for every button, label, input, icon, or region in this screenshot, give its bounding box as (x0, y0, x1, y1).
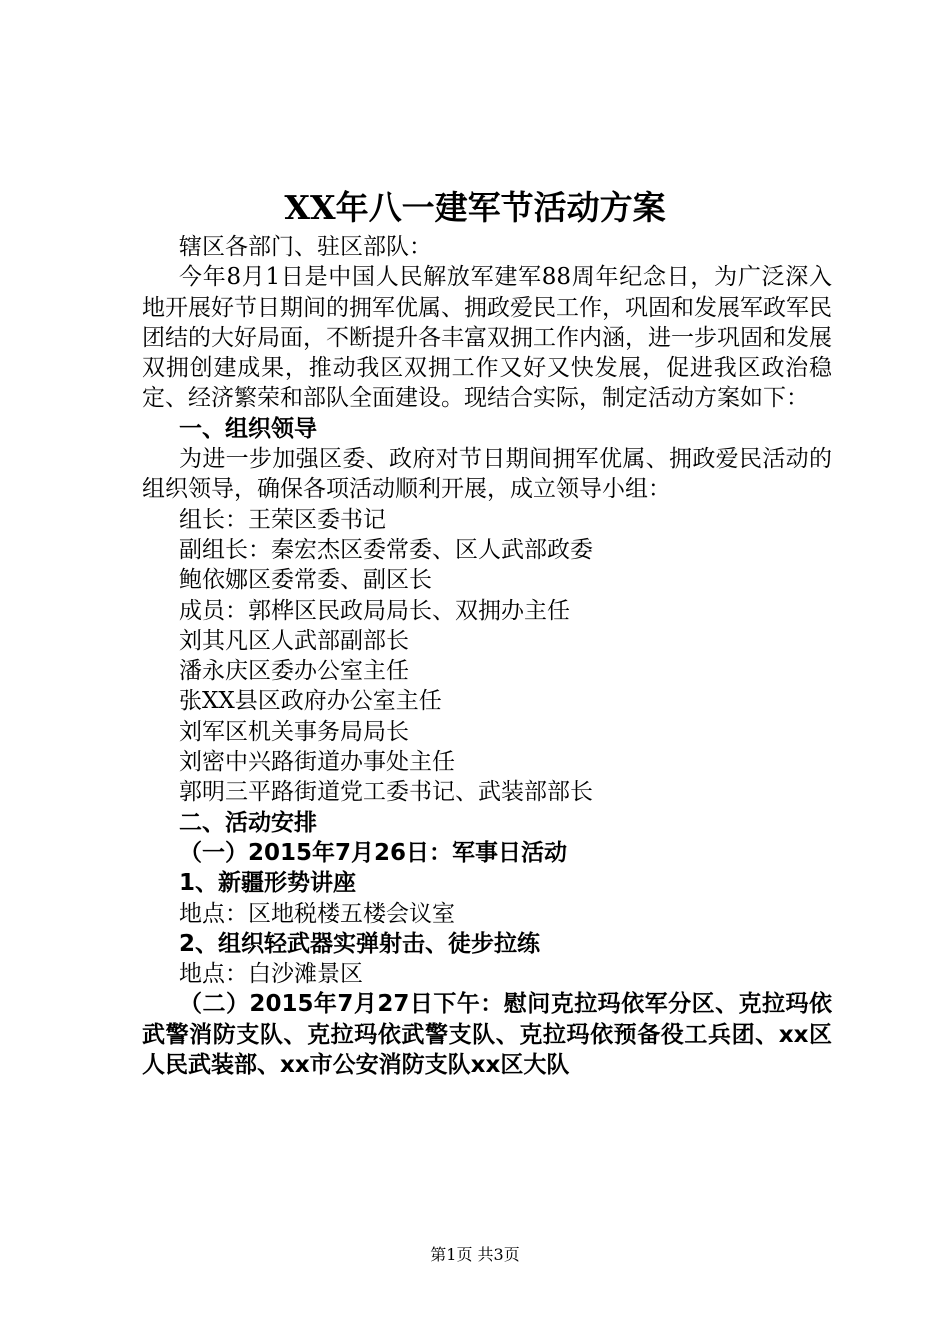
leader-line: 潘永庆区委办公室主任 (179, 658, 409, 685)
activity-item-heading: （一）2015年7月26日：军事日活动 (179, 839, 568, 866)
activity-location: 地点：区地税楼五楼会议室 (179, 900, 455, 927)
activity-subitem: 2、组织轻武器实弹射击、徒步拉练 (179, 930, 541, 957)
document-title: XX年八一建军节活动方案 (284, 188, 666, 227)
activity-item-heading: （二）2015年7月27日下午：慰问克拉玛依军分区、克拉玛依武警消防支队、克拉玛依武警支队、克拉玛依预备役工兵团、xx区人民武装部、xx市公安消防支队xx区大队 (142, 991, 832, 1079)
leader-line: 刘密中兴路街道办事处主任 (179, 749, 455, 776)
leader-line: 张XX县区政府办公室主任 (179, 688, 442, 715)
page-footer: 第1页 共3页 (430, 1245, 520, 1264)
leader-line: 郭明三平路街道党工委书记、武装部部长 (179, 779, 593, 806)
leader-line: 成员：郭桦区民政局局长、双拥办主任 (179, 597, 570, 624)
leader-line: 鲍依娜区委常委、副区长 (179, 567, 432, 594)
leader-line: 副组长：秦宏杰区委常委、区人武部政委 (179, 536, 593, 563)
section-heading-activities: 二、活动安排 (179, 809, 317, 836)
document-body (142, 232, 832, 1080)
activity-subitem: 1、新疆形势讲座 (179, 870, 357, 897)
organization-paragraph: 为进一步加强区委、政府对节日期间拥军优属、拥政爱民活动的组织领导，确保各项活动顺利开展，成立领导小组： (142, 446, 832, 503)
leader-line: 刘军区机关事务局局长 (179, 718, 409, 745)
activity-location: 地点：白沙滩景区 (179, 961, 363, 988)
leader-line: 刘其凡区人武部副部长 (179, 627, 409, 654)
intro-paragraph: 今年8月1日是中国人民解放军建军88周年纪念日，为广泛深入地开展好节日期间的拥军优属、拥政爱民工作，巩固和发展军政军民团结的大好局面，不断提升各丰富双拥工作内涵，进一步巩固和发展双拥创建成果，推动我区双拥工作又好又快发展，促进我区政治稳定、经济繁荣和部队全面建设。现结合实际，制定活动方案如下： (142, 264, 832, 412)
section-heading-organization: 一、组织领导 (179, 415, 317, 442)
leader-line: 组长：王荣区委书记 (179, 506, 386, 533)
salutation: 辖区各部门、驻区部队： (179, 234, 432, 260)
